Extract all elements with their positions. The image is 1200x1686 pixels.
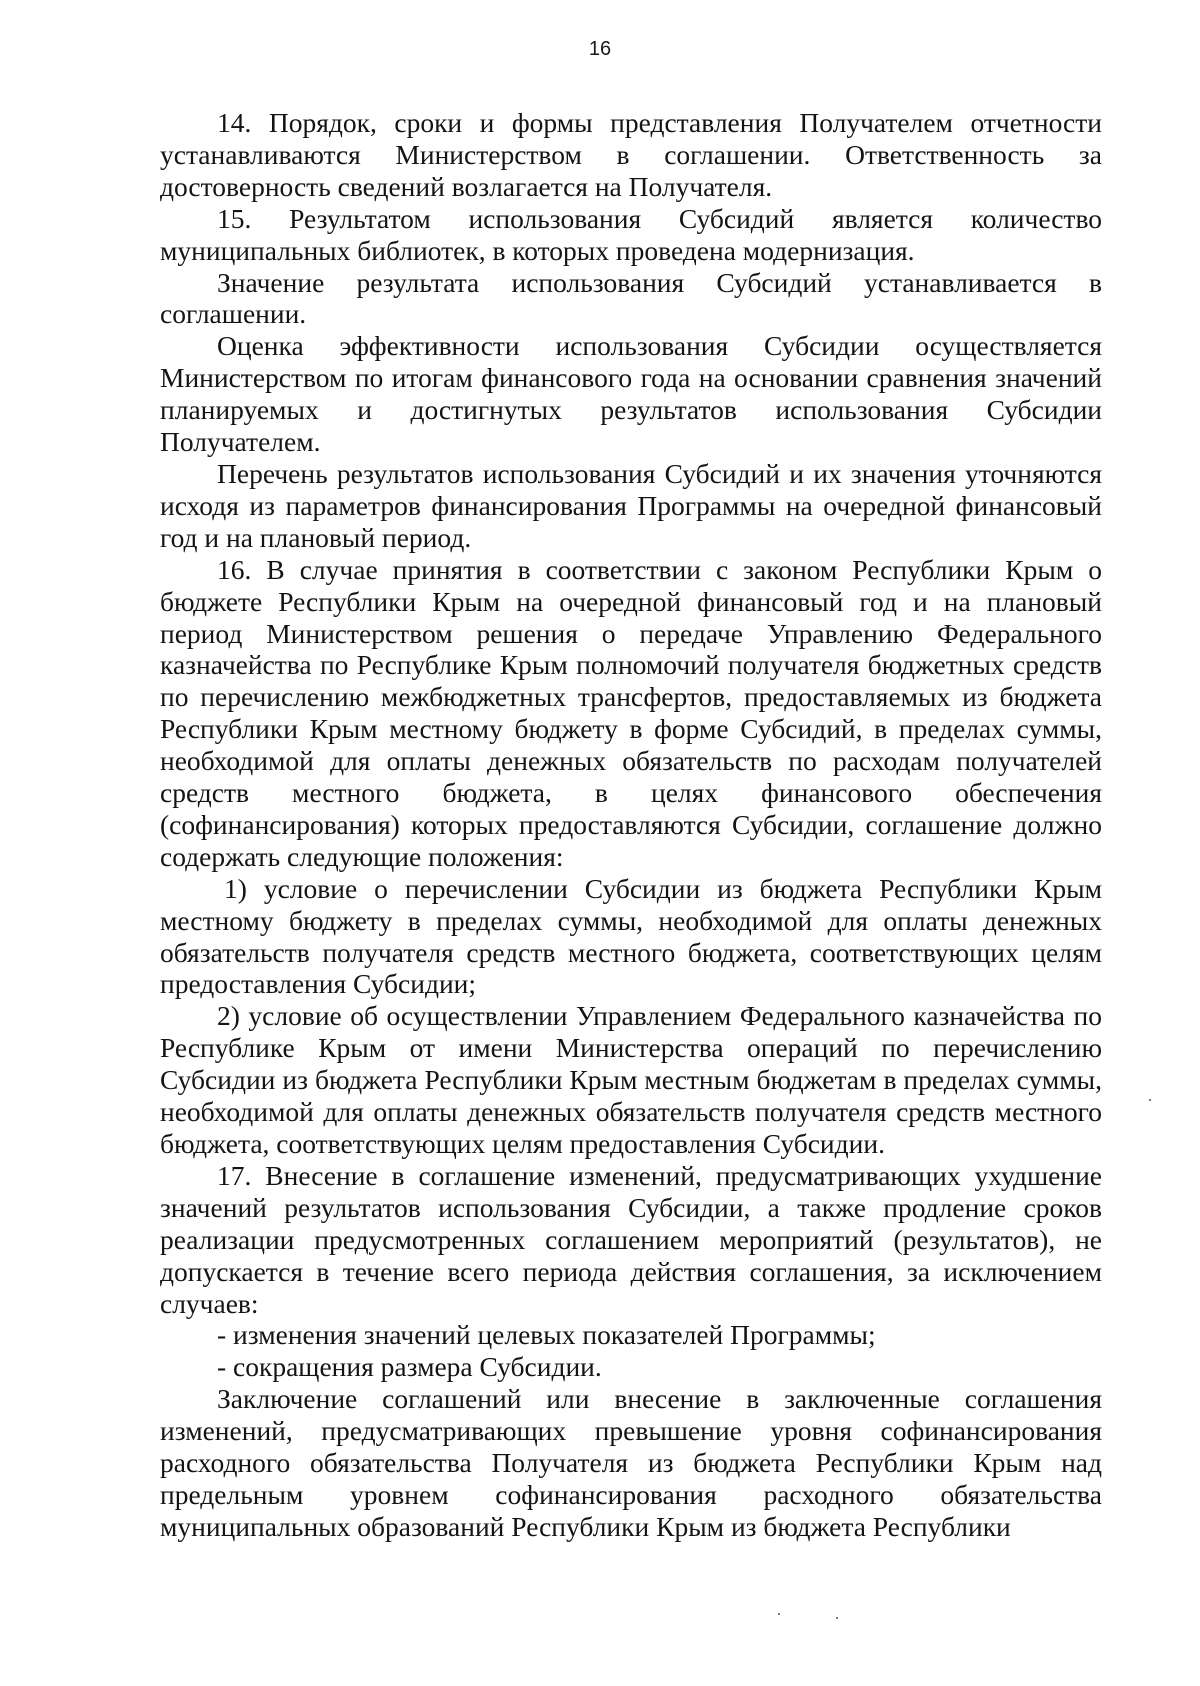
list-item-indicators-change: - изменения значений целевых показателей Программы; [217, 1319, 876, 1351]
paragraph-17-amendments: 17. Внесение в соглашение изменений, предусматривающих ухудшение значений результатов использования Субсидии, а также продление сроков реализации предусмотренных соглашением мероприятий (результатов), не допускается в течение всего периода действия соглашения, за исключением случаев: [160, 1159, 1102, 1319]
paragraph-result-value: Значение результата использования Субсидий устанавливается в соглашении. [160, 266, 1102, 330]
paragraph-16-treasury: 16. В случае принятия в соответствии с законом Республики Крым о бюджете Республики Крым на очередной финансовый год и на плановый период Министерством решения о передаче Управлению Федерального казначейства по Республике Крым полномочий получателя бюджетных средств по перечислению межбюджетных трансфертов, предоставляемых из бюджета Республики Крым местному бюджету в форме Субсидий, в пределах суммы, необходимой для оплаты денежных обязательств по расходам получателей средств местного бюджета, в целях финансового обеспечения (софинансирования) которых предоставляются Субсидии, соглашение должно содержать следующие положения: [160, 553, 1102, 872]
list-item-1-condition: 1) условие о перечислении Субсидии из бюджета Республики Крым местному бюджету в пределах суммы, необходимой для оплаты денежных обязательств получателя средств местного бюджета, соответствующих целям предоставления Субсидии; [160, 872, 1102, 1000]
paragraph-15-result: 15. Результатом использования Субсидий является количество муниципальных библиотек, в которых проведена модернизация. [160, 202, 1102, 266]
document-body [160, 107, 1102, 1543]
paragraph-efficiency-evaluation: Оценка эффективности использования Субсидии осуществляется Министерством по итогам финансового года на основании сравнения значений планируемых и достигнутых результатов использования Субсидии Получателем. [160, 330, 1102, 458]
paragraph-results-list: Перечень результатов использования Субсидий и их значения уточняются исходя из параметров финансирования Программы на очередной финансовый год и на плановый период. [160, 457, 1102, 553]
list-item-subsidy-reduction: - сокращения размера Субсидии. [217, 1351, 602, 1383]
page-number: 16 [588, 38, 612, 60]
scan-speck [836, 1617, 838, 1619]
scan-speck [1149, 1099, 1151, 1101]
scan-speck [778, 1613, 780, 1615]
paragraph-cofinancing: Заключение соглашений или внесение в заключенные соглашения изменений, предусматривающих превышение уровня софинансирования расходного обязательства Получателя из бюджета Республики Крым над предельным уровнем софинансирования расходного обязательства муниципальных образований Республики Крым из бюджета Республики [160, 1383, 1102, 1542]
paragraph-14-reporting: 14. Порядок, сроки и формы представления Получателем отчетности устанавливаются Министерством в соглашении. Ответственность за достоверность сведений возлагается на Получателя. [160, 107, 1102, 202]
list-item-2-condition: 2) условие об осуществлении Управлением Федерального казначейства по Республике Крым от имени Министерства операций по перечислению Субсидии из бюджета Республики Крым местным бюджетам в пределах суммы, необходимой для оплаты денежных обязательств получателя средств местного бюджета, соответствующих целям предоставления Субсидии. [160, 1000, 1102, 1159]
